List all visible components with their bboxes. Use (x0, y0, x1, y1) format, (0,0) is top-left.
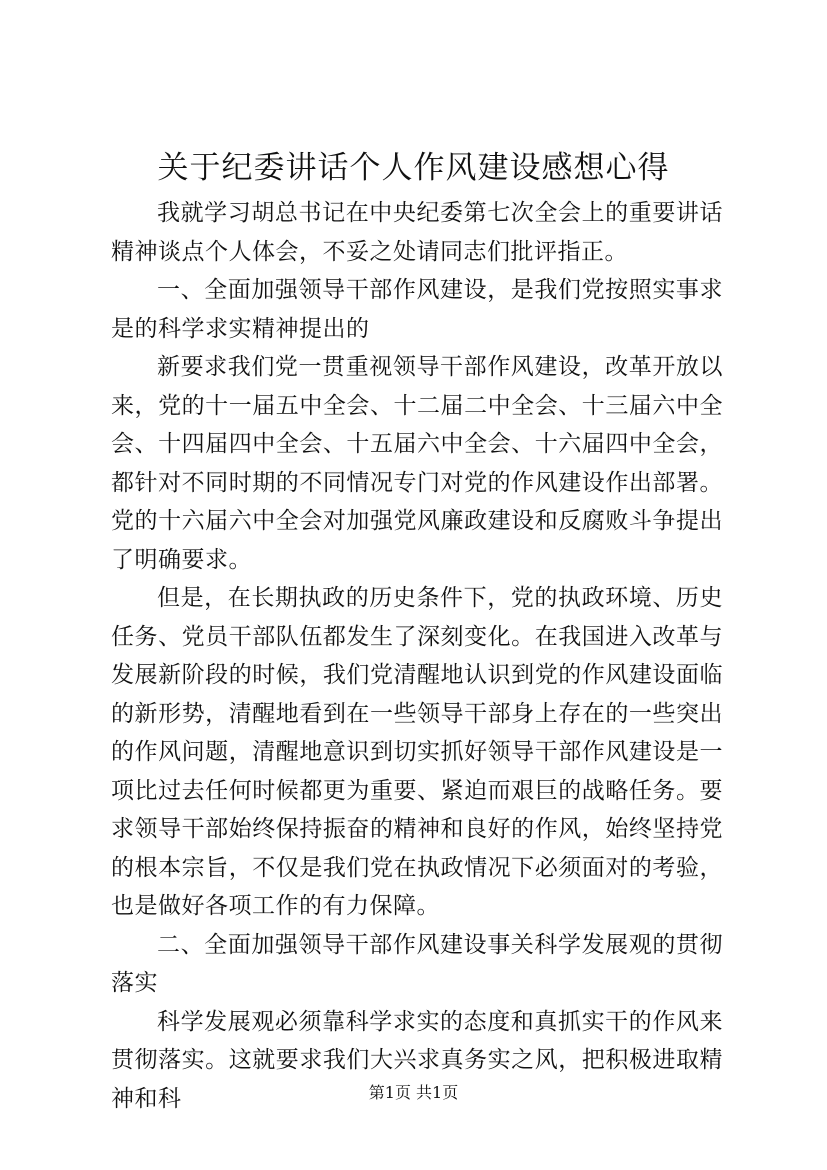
document-body (111, 194, 723, 1118)
paragraph-scientific-development: 科学发展观必须靠科学求实的态度和真抓实干的作风来贯彻落实。这就要求我们大兴求真务实之风，把积极进取精神和科 (111, 1008, 723, 1112)
paragraph-new-requirements: 新要求我们党一贯重视领导干部作风建设，改革开放以来，党的十一届五中全会、十二届二中全会、十三届六中全会、十四届四中全会、十五届六中全会、十六届四中全会，都针对不同时期的不同情况专门对党的作风建设作出部署。党的十六届六中全会对加强党风廉政建设和反腐败斗争提出了明确要求。 (111, 354, 723, 573)
document-title: 关于纪委讲话个人作风建设感想心得 (157, 150, 670, 186)
paragraph-section-two-heading: 二、全面加强领导干部作风建设事关科学发展观的贯彻落实 (111, 931, 723, 996)
paragraph-intro: 我就学习胡总书记在中央纪委第七次全会上的重要讲话精神谈点个人体会，不妥之处请同志们批评指正。 (111, 200, 723, 265)
page-footer: 第1页 共1页 (368, 1083, 459, 1102)
paragraph-however: 但是，在长期执政的历史条件下，党的执政环境、历史任务、党员干部队伍都发生了深刻变化。在我国进入改革与发展新阶段的时候，我们党清醒地认识到党的作风建设面临的新形势，清醒地看到在一些领导干部身上存在的一些突出的作风问题，清醒地意识到切实抓好领导干部作风建设是一项比过去任何时候都更为重要、紧迫而艰巨的战略任务。要求领导干部始终保持振奋的精神和良好的作风，始终坚持党的根本宗旨，不仅是我们党在执政情况下必须面对的考验，也是做好各项工作的有力保障。 (111, 585, 723, 919)
paragraph-section-one-heading: 一、全面加强领导干部作风建设，是我们党按照实事求是的科学求实精神提出的 (111, 277, 723, 342)
